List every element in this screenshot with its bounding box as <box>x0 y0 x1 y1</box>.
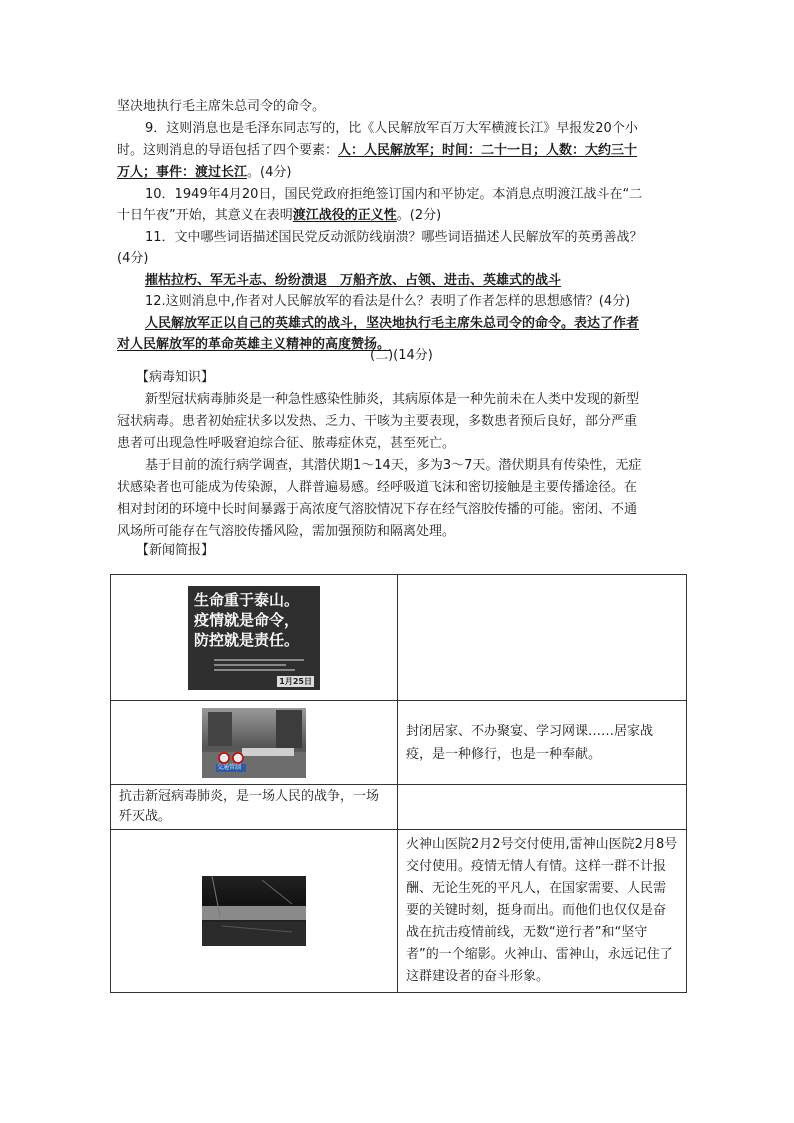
no-entry-sign-icon <box>233 753 243 763</box>
question-12-answer-line2: 对人民解放军的革命英雄主义精神的高度赞扬。 <box>117 337 391 352</box>
paragraph-line: 风场所可能存在气溶胶传播风险，需加强预防和隔离处理。 <box>117 524 456 539</box>
section-heading: (二)(14分) <box>370 348 433 363</box>
poster-fine-print <box>214 656 304 676</box>
question-11-line1: 11．文中哪些词语描述国民党反动派防线崩溃？哪些词语描述人民解放军的英勇善战？ <box>145 230 643 245</box>
news-text: 抗击新冠病毒肺炎，是一场人民的战争，一场歼灭战。 <box>119 789 380 824</box>
text-line: 坚决地执行毛主席朱总司令的命令。 <box>117 99 326 114</box>
question-9-line3 <box>117 163 291 183</box>
table-cell-empty <box>398 575 687 701</box>
poster-line: 疫情就是命令， <box>194 610 300 629</box>
question-9-line2 <box>117 141 637 161</box>
poster-line: 防控就是责任。 <box>194 630 300 649</box>
table-row <box>111 830 687 993</box>
construction-site-photo <box>202 876 306 946</box>
news-briefing-title: 【新闻简报】 <box>136 543 215 558</box>
building-right <box>276 710 302 748</box>
news-table <box>110 574 687 993</box>
construction-scene-graphic <box>202 876 306 946</box>
news-text: 封闭居家、不办聚宴、学习网课……居家战疫，是一种修行，也是一种奉献。 <box>406 723 654 762</box>
barrier <box>242 748 294 756</box>
traffic-sign-text: 交通管制 <box>217 763 242 771</box>
table-row <box>111 701 687 785</box>
poster-date: 1月25日 <box>279 676 312 686</box>
ground <box>202 922 306 946</box>
paragraph-line: 患者可出现急性呼吸窘迫综合征、脓毒症休克，甚至死亡。 <box>117 436 456 451</box>
table-cell-photo <box>111 830 398 993</box>
paragraph-line: 基于目前的流行病学调查，其潜伏期1～14天，多为3～7天。潜伏期具有传染性，无症 <box>145 458 642 473</box>
question-10-lead: 十日午夜”开始，其意义在表明 <box>117 208 293 223</box>
question-9-answer-part1: 人：人民解放军；时间：二十一日；人数：大约三十 <box>338 143 638 158</box>
paragraph-line: 相对封闭的环境中长时间暴露于高浓度气溶胶情况下存在经气溶胶传播的可能。密闭、不通 <box>117 502 638 517</box>
table-cell-text <box>398 830 687 993</box>
traffic-control-photo <box>202 708 306 778</box>
question-10-answer: 渡江战役的正义性 <box>292 208 397 223</box>
paragraph-line: 状感染者也可能成为传染源，人群普遍易感。经呼吸道飞沫和密切接触是主要传播途径。在 <box>117 480 638 495</box>
modular-buildings <box>202 906 306 920</box>
table-cell-empty <box>398 785 687 830</box>
news-text: 火神山医院2月2号交付使用,雷神山医院2月8号交付使用。疫情无情人有情。这样一群不计报酬、无论生死的平凡人，在国家需要、人民需要的关键时刻，挺身而出。而他们也仅仅是奋战在抗击疫情前线，无数“逆行者”和“坚守者”的一个缩影。火神山、雷神山，永远记住了这群建设者的奋斗形象。 <box>406 837 678 984</box>
question-9-lead: 时。这则消息的导语包括了四个要素： <box>117 143 339 158</box>
slogan-poster-image <box>188 586 320 690</box>
table-row <box>111 575 687 701</box>
poster-line: 生命重于泰山。 <box>194 590 300 609</box>
crane-line <box>262 880 292 904</box>
question-12-line1: 12.这则消息中,作者对人民解放军的看法是什么？表明了作者怎样的思想感情？(4分) <box>145 294 631 309</box>
question-10-line2 <box>117 206 441 226</box>
question-9-line1: 9．这则消息也是毛泽东同志写的，比《人民解放军百万大军横渡长江》早报发20个小 <box>145 121 638 136</box>
table-cell-photo <box>111 701 398 785</box>
paragraph-line: 新型冠状病毒肺炎是一种急性感染性肺炎，其病原体是一种先前未在人类中发现的新型 <box>145 392 640 407</box>
no-entry-sign-icon <box>219 753 229 763</box>
table-cell-poster <box>111 575 398 701</box>
question-9-score: 。(4分) <box>247 165 292 180</box>
question-11-score: (4分) <box>117 251 149 266</box>
virus-knowledge-title: 【病毒知识】 <box>136 370 215 385</box>
question-10-line1: 10．1949年4月20日，国民党政府拒绝签订国内和平协定。本消息点明渡江战斗在“二 <box>145 187 643 202</box>
paragraph-line: 冠状病毒。患者初始症状多以发热、乏力、干咳为主要表现，多数患者预后良好，部分严重 <box>117 414 638 429</box>
question-10-score: 。(2分) <box>396 208 442 223</box>
question-9-answer-part2: 万人；事件：渡过长江 <box>117 165 248 180</box>
table-row <box>111 785 687 830</box>
table-cell-text <box>398 701 687 785</box>
question-12-answer-line1: 人民解放军正以自己的英雄式的战斗，坚决地执行毛主席朱总司令的命令。表达了作者 <box>145 316 640 331</box>
question-11-answer: 摧枯拉朽、军无斗志、纷纷溃退 万船齐放、占领、进击、英雄式的战斗 <box>145 273 562 288</box>
building-left <box>208 712 232 746</box>
table-cell-text <box>111 785 398 830</box>
